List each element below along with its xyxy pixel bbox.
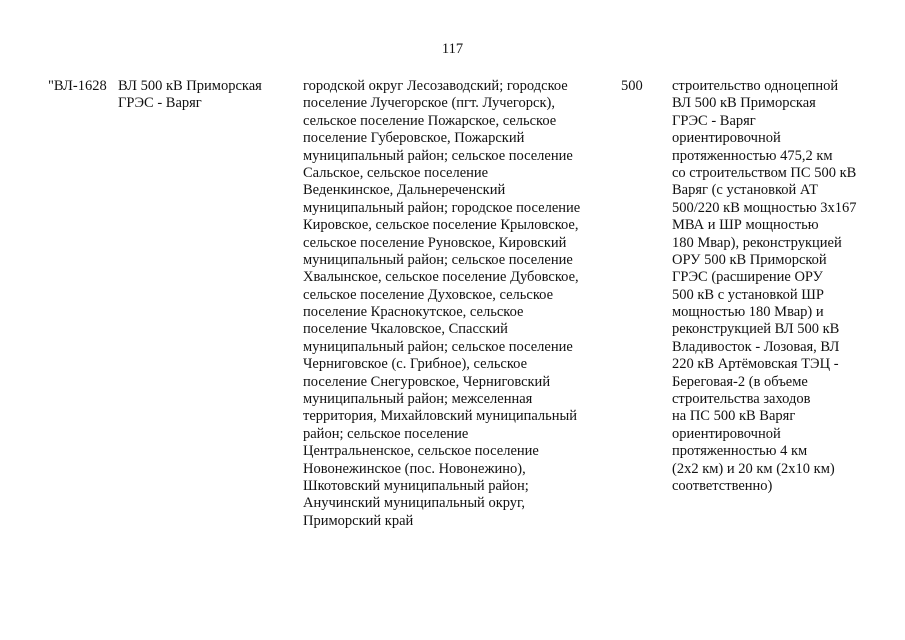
object-code: "ВЛ-1628 [48, 78, 107, 94]
description-line: 500 кВ с установкой ШР [672, 286, 824, 303]
voltage-value: 500 [621, 78, 643, 94]
object-name-line: ГРЭС - Варяг [118, 95, 202, 112]
description-line: протяженностью 4 км [672, 443, 808, 460]
description-line: Владивосток - Лозовая, ВЛ [672, 338, 840, 355]
voltage-cell [621, 78, 643, 95]
territory-line: поселение Губеровское, Пожарский [303, 130, 525, 147]
territory-line: муниципальный район; межселенная [303, 391, 533, 408]
description-line: ВЛ 500 кВ Приморская [672, 95, 816, 112]
territory-line: муниципальный район; сельское поселение [303, 251, 573, 268]
territory-line: сельское поселение Пожарское, сельское [303, 112, 557, 129]
description-line: со строительством ПС 500 кВ [672, 164, 857, 181]
page-number: 117 [441, 41, 464, 57]
description-line: ГРЭС - Варяг [672, 112, 756, 129]
object-name-cell [118, 78, 262, 113]
territory-line: Веденкинское, Дальнереченский [303, 182, 506, 199]
object-name-line: ВЛ 500 кВ Приморская [118, 78, 262, 94]
territory-line: район; сельское поселение [303, 425, 469, 442]
territory-line: Центральненское, сельское поселение [303, 443, 539, 460]
territory-line: Черниговское (с. Грибное), сельское [303, 356, 528, 373]
description-line: на ПС 500 кВ Варяг [672, 408, 796, 425]
description-line: Варяг (с установкой АТ [672, 182, 818, 199]
description-line: МВА и ШР мощностью [672, 217, 819, 234]
territory-line: муниципальный район; сельское поселение [303, 338, 573, 355]
territory-line: поселение Снегуровское, Черниговский [303, 373, 551, 390]
territory-line: Сальское, сельское поселение [303, 164, 489, 181]
description-line: ГРЭС (расширение ОРУ [672, 269, 823, 286]
description-line: реконструкцией ВЛ 500 кВ [672, 321, 840, 338]
description-line: ориентировочной [672, 130, 781, 147]
territory-line: Шкотовский муниципальный район; [303, 477, 529, 494]
description-line: строительство одноцепной [672, 78, 839, 94]
description-line: 180 Мвар), реконструкцией [672, 234, 842, 251]
description-line: 220 кВ Артёмовская ТЭЦ - [672, 356, 839, 373]
territory-line: городской округ Лесозаводский; городское [303, 78, 568, 94]
description-line: Береговая-2 (в объеме [672, 373, 808, 390]
description-line: (2х2 км) и 20 км (2х10 км) [672, 460, 835, 477]
territory-line: поселение Чкаловское, Спасский [303, 321, 508, 338]
territory-cell [303, 78, 580, 530]
description-line: строительства заходов [672, 391, 811, 408]
description-line: ОРУ 500 кВ Приморской [672, 251, 827, 268]
description-line: протяженностью 475,2 км [672, 147, 833, 164]
description-line: ориентировочной [672, 425, 781, 442]
territory-line: Кировское, сельское поселение Крыловское, [303, 217, 579, 234]
description-line: соответственно) [672, 477, 773, 494]
description-line: мощностью 180 Мвар) и [672, 304, 824, 321]
territory-line: поселение Лучегорское (пгт. Лучегорск), [303, 95, 555, 112]
territory-line: сельское поселение Духовское, сельское [303, 286, 554, 303]
description-cell [672, 78, 857, 495]
territory-line: территория, Михайловский муниципальный [303, 408, 578, 425]
object-code-cell [48, 78, 107, 95]
territory-line: Хвалынское, сельское поселение Дубовское, [303, 269, 579, 286]
territory-line: сельское поселение Руновское, Кировский [303, 234, 567, 251]
territory-line: муниципальный район; городское поселение [303, 199, 581, 216]
territory-line: поселение Краснокутское, сельское [303, 304, 524, 321]
description-line: 500/220 кВ мощностью 3х167 [672, 199, 857, 216]
territory-line: муниципальный район; сельское поселение [303, 147, 573, 164]
territory-line: Приморский край [303, 512, 414, 529]
territory-line: Анучинский муниципальный округ, [303, 495, 525, 512]
territory-line: Новонежинское (пос. Новонежино), [303, 460, 526, 477]
